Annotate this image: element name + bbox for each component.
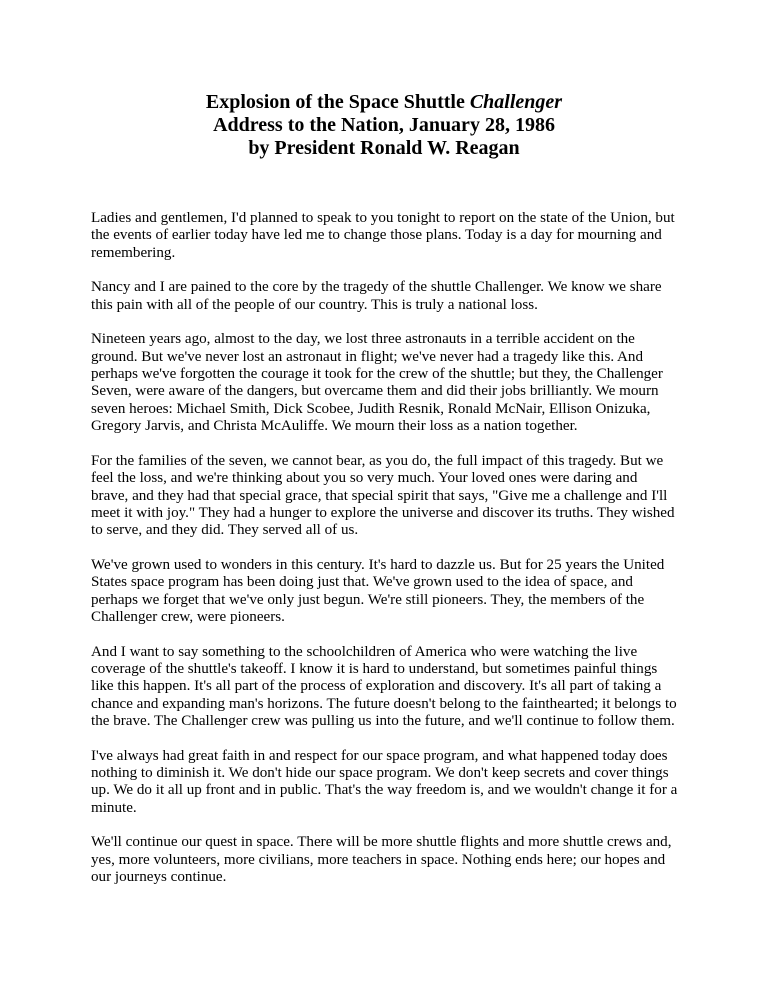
title-text: Explosion of the Space Shuttle (205, 91, 470, 113)
text-line: feel the loss, and we're thinking about you so very much. Your loved ones were daring and (91, 470, 638, 487)
text-line: meet it with joy." They had a hunger to explore the universe and discover its truths. They wished (91, 504, 675, 521)
text-line: this pain with all of the people of our country. This is truly a national loss. (91, 296, 538, 313)
title-line-1 (0, 91, 768, 114)
text-line: like this happen. It's all part of the process of exploration and discovery. It's all part of taking a (91, 678, 662, 695)
text-line: coverage of the shuttle's takeoff. I know it is hard to understand, but sometimes painful things (91, 660, 658, 677)
paragraph (91, 644, 691, 731)
paragraph (91, 453, 691, 540)
text-line: Ladies and gentlemen, I'd planned to speak to you tonight to report on the state of the Union, but (91, 210, 675, 226)
paragraph (91, 834, 691, 886)
text-line: For the families of the seven, we cannot bear, as you do, the full impact of this tragedy. But we (91, 452, 664, 469)
text-line: ground. But we've never lost an astronaut in flight; we've never had a tragedy like this. And (91, 348, 644, 365)
title-line-2: Address to the Nation, January 28, 1986 (213, 114, 555, 136)
text-line: seven heroes: Michael Smith, Dick Scobee, Judith Resnik, Ronald McNair, Ellison Onizuka, (91, 400, 651, 417)
paragraph (91, 557, 691, 626)
text-line: nothing to diminish it. We don't hide our space program. We don't keep secrets and cover things (91, 765, 669, 781)
text-line: I've always had great faith in and respect for our space program, and what happened today does (91, 747, 668, 764)
text-line: States space program has been doing just that. We've grown used to the idea of space, and (91, 574, 633, 591)
text-line: our journeys continue. (91, 869, 227, 886)
document-title (0, 91, 768, 160)
text-line: up. We do it all up front and in public. That's the way freedom is, and we wouldn't change it for a (91, 782, 678, 799)
paragraph (91, 210, 691, 262)
paragraph (91, 748, 691, 817)
text-line: Gregory Jarvis, and Christa McAuliffe. We mourn their loss as a nation together. (91, 418, 578, 435)
text-line: minute. (91, 799, 137, 816)
text-line: the events of earlier today have led me to change those plans. Today is a day for mourning and (91, 227, 662, 244)
text-line: Nancy and I are pained to the core by the tragedy of the shuttle Challenger. We know we share (91, 279, 662, 296)
text-line: Seven, were aware of the dangers, but overcame them and did their jobs brilliantly. We mourn (91, 383, 659, 400)
title-italic-text: Challenger (469, 91, 563, 113)
text-line: And I want to say something to the schoolchildren of America who were watching the live (91, 643, 638, 660)
text-line: yes, more volunteers, more civilians, more teachers in space. Nothing ends here; our hopes and (91, 851, 666, 868)
text-line: perhaps we forget that we've only just begun. We're still pioneers. They, the members of the (91, 591, 645, 608)
text-line: perhaps we've forgotten the courage it took for the crew of the shuttle; but they, the Challenger (91, 366, 663, 383)
title-line-3: by President Ronald W. Reagan (248, 137, 520, 159)
text-line: We'll continue our quest in space. There will be more shuttle flights and more shuttle crews and, (91, 834, 672, 851)
speech-body (91, 210, 691, 904)
paragraph (91, 331, 691, 435)
text-line: Nineteen years ago, almost to the day, we lost three astronauts in a terrible accident on the (91, 331, 635, 348)
paragraph (91, 279, 691, 314)
text-line: Challenger crew, were pioneers. (91, 608, 285, 625)
text-line: remembering. (91, 244, 176, 261)
text-line: We've grown used to wonders in this century. It's hard to dazzle us. But for 25 years the United (91, 556, 665, 573)
text-line: brave, and they had that special grace, that special spirit that says, "Give me a challenge and I'll (91, 487, 668, 504)
text-line: the brave. The Challenger crew was pulling us into the future, and we'll continue to follow them. (91, 712, 675, 729)
text-line: to serve, and they did. They served all of us. (91, 522, 359, 539)
text-line: chance and expanding man's horizons. The future doesn't belong to the fainthearted; it belongs to (91, 695, 677, 712)
